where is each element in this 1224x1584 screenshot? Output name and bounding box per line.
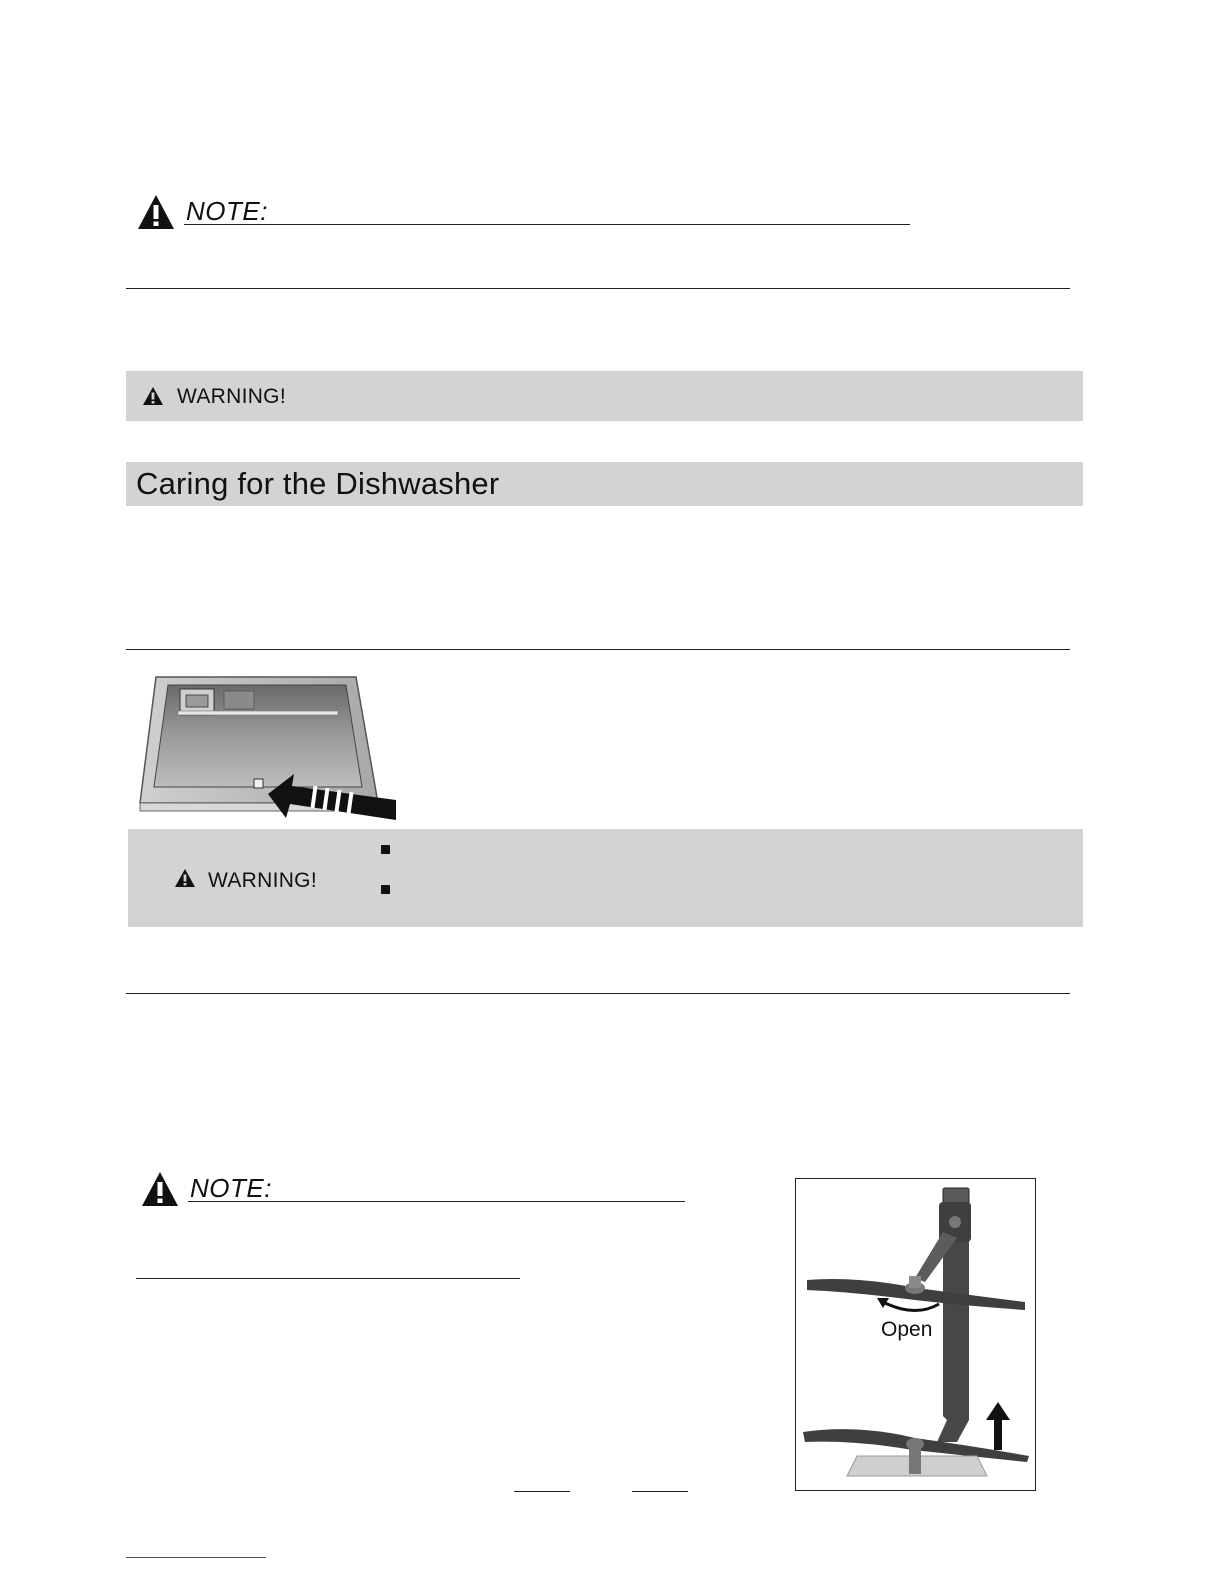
warning-triangle-icon xyxy=(141,1171,179,1207)
warning-triangle-icon xyxy=(142,386,164,406)
divider xyxy=(136,1278,520,1279)
open-label: Open xyxy=(881,1318,933,1341)
note-underline xyxy=(188,1201,685,1202)
square-bullet-icon xyxy=(381,845,390,854)
arrow-icon xyxy=(268,770,398,822)
divider xyxy=(126,993,1070,994)
section-title: Caring for the Dishwasher xyxy=(136,466,500,501)
warning-triangle-icon xyxy=(174,868,196,888)
warning-triangle-icon xyxy=(137,194,175,230)
warning-label: WARNING! xyxy=(177,385,286,408)
note-label: NOTE: xyxy=(190,1173,272,1203)
note-underline xyxy=(184,224,910,225)
divider xyxy=(126,1557,266,1558)
warning-label: WARNING! xyxy=(208,869,317,892)
divider xyxy=(126,649,1070,650)
divider xyxy=(632,1491,688,1492)
square-bullet-icon xyxy=(381,885,390,894)
divider xyxy=(126,288,1070,289)
note-label: NOTE: xyxy=(186,196,268,226)
divider xyxy=(514,1491,570,1492)
